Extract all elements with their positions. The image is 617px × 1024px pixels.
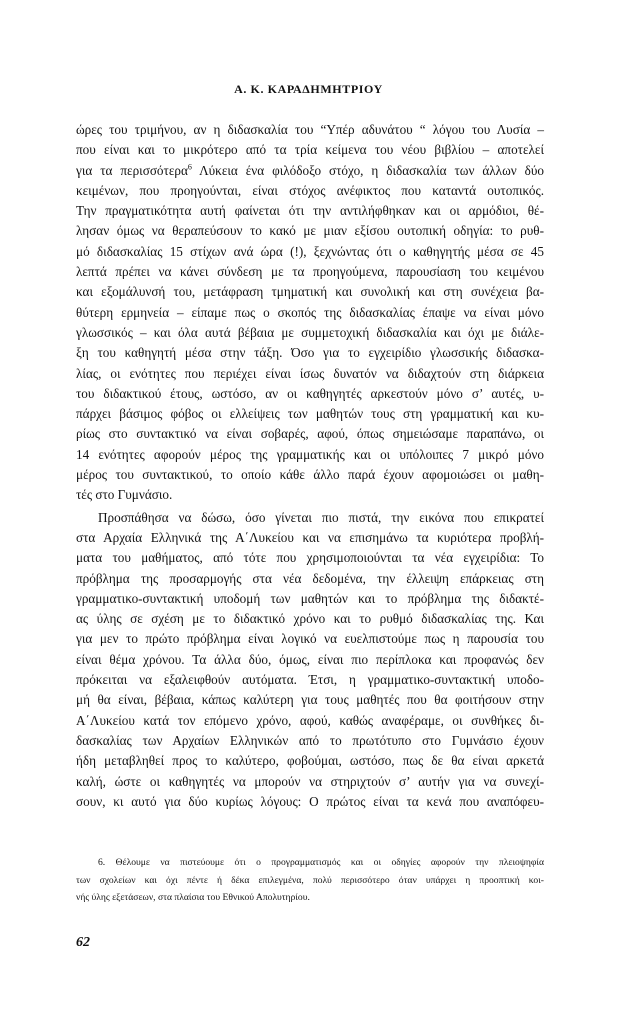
body-line: πρόκειται να εξαλειφθούν αυτόματα. Έτσι, η γραμματικο-συντακτική υποδο- [76,672,544,688]
body-line: που είναι και το μικρότερο από τα τρία κείμενα του νέου βιβλίου – αποτελεί [76,142,544,158]
body-line: σουν, κι αυτό για δύο κυρίως λόγους: Ο πρώτος είναι τα κενά που αναπόφευ- [76,793,544,809]
footnote-6-line: των σχολείων και όχι πέντε ή δέκα επιλεγμένα, πολύ περισσότερο όταν υπάρχει η προοπτική κοι- [76,874,544,886]
body-line: λησαν όμως να θεραπεύσουν το κακό με μιαν εξίσου ουτοπική οδηγία: το ρυθ- [76,223,544,239]
body-line: ματα του μαθήματος, από τότε που χρησιμοποιούνται τα νέα εγχειρίδια: Το [76,550,544,566]
body-line: μέρος του συντακτικού, το οποίο κάθε άλλο παρά έχουν αφομοιώσει οι μαθη- [76,467,544,483]
body-line: γραμματικο-συντακτική υποδομή των μαθητών και το πρόβλημα της διδακτέ- [76,590,544,606]
body-line: ρίως στο συντακτικό να είναι σοβαρές, αφού, όπως σημειώσαμε παραπάνω, οι [76,426,544,442]
body-line: και εξομάλυνσή του, μετάφραση τμηματική και συνολική και στη συνέχεια βα- [76,284,544,300]
body-line: πρόβλημα της προσαρμογής στα νέα δεδομένα, την έλλειψη επάρκειας στη [76,570,544,586]
body-line: μό διδασκαλίας 15 στίχων ανά ώρα (!), ξεχνώντας ότι ο καθηγητής μέσα σε 45 [76,243,544,259]
body-line: κειμένων, που προηγούνται, είναι στόχος ανέφικτος που καταντά ουτοπικός. [76,182,544,198]
body-line-start: για τα περισσότερα [76,162,188,178]
body-line: θύτερη ερμηνεία – είπαμε πως ο σκοπός της διδασκαλίας έπαψε να είναι μόνο [76,304,544,320]
footnotes-block [76,854,544,907]
body-line: τές στο Γυμνάσιο. [76,487,173,503]
body-line: είναι θέμα χρόνου. Τα άλλα δύο, όμως, είναι πιο περίπλοκα και προφανώς δεν [76,651,544,667]
body-line: 14 ενότητες αφορούν μέρος της γραμματικής και οι υπόλοιπες 7 μικρό μόνο [76,446,544,462]
body-line: Την πραγματικότητα αυτή φαίνεται ότι την αντιλήφθηκαν και οι αρμόδιοι, θέ- [76,203,544,219]
body-line: καλή, ώστε οι καθηγητές να μπορούν να στηριχτούν σ’ αυτήν για να συνεχί- [76,773,544,789]
body-line-with-footnote-ref [76,161,544,181]
body-line: Α΄Λυκείου κατά τον επόμενο χρόνο, αφού, καθώς αναφέραμε, οι συνθήκες δι- [76,712,544,728]
body-line: πάρχει βάσιμος φόβος οι ελλείψεις των μαθητών τους στη γραμματική και κυ- [76,406,544,422]
main-body-text [76,120,544,812]
body-line: ώρες του τριμήνου, αν η διδασκαλία του “Υπέρ αδυνάτου “ λόγου του Λυσία – [76,122,544,137]
body-line: ήδη μεταβληθεί προς το καλύτερο, φοβούμαι, ωστόσο, πως δε θα είναι αρκετά [76,753,544,769]
body-line: του διδακτικού έτους, ωστόσο, αν οι καθηγητές αρκεστούν μόνο σ’ αυτές, υ- [76,385,544,401]
body-line: λεπτά πρέπει να κάνει σύνδεση με τα προηγούμενα, παρουσίαση του κειμένου [76,264,544,280]
body-line-end: Λύκεια ένα φιλόδοξο στόχο, η διδασκαλία των άλλων δύο [191,162,544,178]
body-line: για μεν το πρώτο πρόβλημα είναι λογικό να ευελπιστούμε πως η παρουσία του [76,631,544,647]
body-line-paragraph-start: Προσπάθησα να δώσω, όσο γίνεται πιο πιστά, την εικόνα που επικρατεί [98,509,544,525]
body-line: μή θα είναι, βέβαια, κάπως καλύτερη για τους μαθητές που θα φοιτήσουν στην [76,692,544,708]
footnote-ref-6: 6 [187,162,192,172]
running-header: Α. Κ. ΚΑΡΑΔΗΜΗΤΡΙΟΥ [234,82,383,96]
body-line: στα Αρχαία Ελληνικά της Α΄Λυκείου και να επισημάνω τα κυριότερα προβλή- [76,529,544,545]
body-line: ας ύλης σε σχέση με το διδακτικό χρόνο και το ρυθμό διδασκαλίας της. Και [76,611,544,627]
page-number: 62 [76,935,90,950]
body-line: ξη του καθηγητή μέσα στην τάξη. Όσο για το εγχειρίδιο γλωσσικής διδασκα- [76,345,544,361]
footnote-6-line: νής ύλης εξετάσεων, στα πλαίσια του Εθνικού Απολυτηρίου. [76,892,310,903]
body-line: γλωσσικός – και όλα αυτά βέβαια με συμμετοχική διδασκαλία και όχι με διάλε- [76,324,544,340]
body-line: δασκαλίας των Αρχαίων Ελληνικών από το πρωτότυπο στο Γυμνάσιο έχουν [76,732,544,748]
footnote-6-line: 6. Θέλουμε να πιστεύουμε ότι ο προγραμματισμός και οι οδηγίες αφορούν την πλειοψηφία [98,857,544,868]
body-line: λίας, οι ενότητες που περιέχει είναι ίσως δυνατόν να διδαχτούν στη διάρκεια [76,365,544,381]
